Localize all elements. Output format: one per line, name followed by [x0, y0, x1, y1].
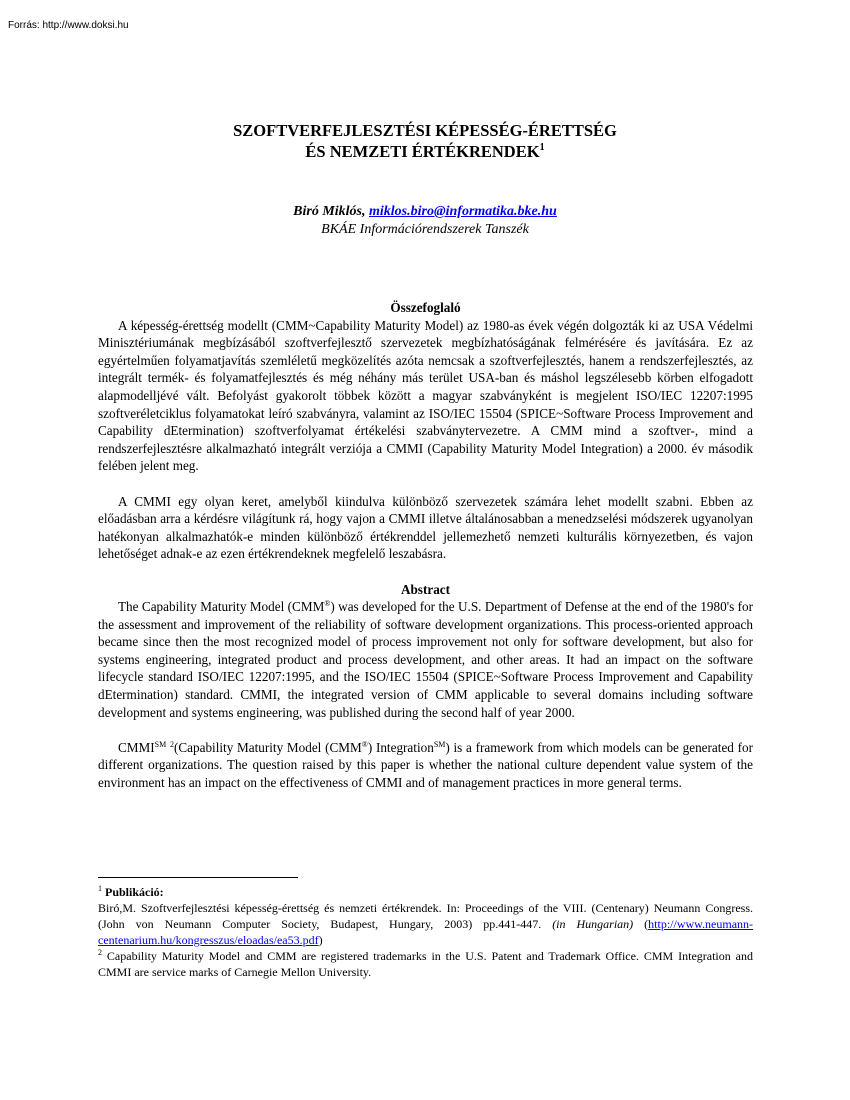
- title-line-1: SZOFTVERFEJLESZTÉSI KÉPESSÉG-ÉRETTSÉG: [233, 121, 617, 140]
- abstract-paragraph-2: [98, 739, 753, 792]
- footnote-2-text: Capability Maturity Model and CMM are registered trademarks in the U.S. Patent and Trademark Office. CMM Integration and CMMI are service marks of Carnegie Mellon University.: [98, 949, 754, 979]
- footnote-divider: [98, 877, 298, 878]
- footnote-1-marker: 1: [98, 884, 102, 893]
- summary-paragraph-1: A képesség-érettség modellt (CMM~Capability Maturity Model) az 1980-as évek végén dolgozták ki az USA Védelmi Minisztériumának megbízásából szoftverfejlesztő szervezetek megbízhatóságának felmérésére és javítására. Ez az egyértelműen folyamatjavítás szemléletű megközelítés azóta nemcsak a szoftverfejlesztés, hanem a rendszerfejlesztés, az integrált termék- és folyamatfejlesztés és még néhány más terület USA-ban és máshol legszélesebb körben elfogadott alapmodelljévé vált. Befolyást gyakorolt többek között a magyar szabványként is megjelent ISO/IEC 12207:1995 szoftveréletciklus folyamatokat leíró szabványra, valamint az ISO/IEC 15504 (SPICE~Software Process Improvement and Capability dEtermination) szoftverfolyamat értékelési szabványtervezetre. A CMM mind a szoftver-, mind a rendszerfejlesztésre alkalmazható integrált verziója a CMMI (Capability Maturity Model Integration) a 2000. év második felében jelent meg.: [98, 317, 753, 474]
- abstract-paragraph-1: [98, 598, 753, 721]
- title-line-2-text: ÉS NEMZETI ÉRTÉKRENDEK: [305, 142, 540, 161]
- footnote-1-heading: Publikáció:: [105, 885, 164, 899]
- paper-title: [0, 120, 850, 162]
- author-line: [0, 203, 850, 221]
- abstract-p1-text-a: The Capability Maturity Model (CMM: [118, 599, 325, 615]
- footnote-2-marker: 2: [98, 948, 102, 957]
- registered-mark-2: ®: [361, 739, 368, 749]
- footnote-1-paren-open: (: [644, 917, 649, 931]
- abstract-p1-text-b: ) was developed for the U.S. Department of Defense at the end of the 1980's for the assessment and improvement of the reliability of software development organizations. This process-oriented approach became since then the most recognized model of process improvement not only for software development, but also for systems engineering, integrated product and process development, and other areas. It had an impact on the software lifecycle standard ISO/IEC 12207:1995, and the ISO/IEC 15504 (SPICE~Software Process Improvement and Capability dEtermination) standard. CMMI, the integrated version of CMM applicable to several domains including software development and systems engineering, was published during the second half of year 2000.: [98, 599, 753, 720]
- abstract-p2-text-b: (Capability Maturity Model (CMM: [173, 739, 362, 755]
- footnote-2-mark[interactable]: 2: [169, 739, 174, 749]
- footnote-1: [98, 900, 753, 948]
- footnotes: [98, 884, 753, 980]
- paper-body: [98, 299, 753, 792]
- footnote-1-paren-close: ): [318, 933, 323, 947]
- service-mark: SM: [154, 739, 167, 749]
- footnote-1-link[interactable]: http://www.neumann-centenarium.hu/kongresszus/eloadas/ea53.pdf: [98, 917, 754, 947]
- service-mark-2: SM: [433, 739, 446, 749]
- author-affiliation: BKÁE Információrendszerek Tanszék: [321, 222, 529, 237]
- source-line: Forrás: http://www.doksi.hu: [8, 20, 129, 31]
- abstract-p2-text-c: ) Integration: [367, 739, 434, 755]
- author-email-link[interactable]: miklos.biro@informatika.bke.hu: [369, 204, 557, 219]
- footnote-1-heading-line: [98, 884, 753, 900]
- abstract-p2-text-a: CMMI: [118, 739, 155, 755]
- footnote-1-language: (in Hungarian): [552, 917, 634, 931]
- registered-mark: ®: [324, 599, 331, 609]
- footnote-2: [98, 948, 753, 980]
- abstract-heading: Abstract: [400, 581, 451, 597]
- title-line-2: [0, 141, 850, 162]
- author-block: [0, 203, 850, 239]
- summary-paragraph-2: A CMMI egy olyan keret, amelyből kiindulva különböző szervezetek számára lehet modellt szabni. Ebben az előadásban arra a kérdésre világítunk rá, hogy vajon a CMMI illetve általánosabban a menedzselési módszerek ugyanolyan hatékonyan alkalmazhatók-e minden különböző értékrenddel jellemezhető nemzeti kulturális környezetben, és vajon lehetőséget adnak-e az ezen értékrendeknek megfelelő leszabásra.: [98, 493, 753, 562]
- footnote-1-text: Biró,M. Szoftverfejlesztési képesség-érettség és nemzeti értékrendek. In: Proceedings of the VIII. (Centenary) Neumann Congress. (John von Neumann Computer Society, Budapest, Hungary, 2003) pp.441-447.: [98, 901, 753, 931]
- summary-heading: Összefoglaló: [390, 300, 461, 315]
- title-footnote-mark[interactable]: 1: [539, 142, 545, 153]
- author-name: Biró Miklós,: [293, 204, 366, 219]
- abstract-p2-text-d: ) is a framework from which models can be generated for different organizations. The question raised by this paper is whether the national culture dependent value system of the environment has an impact on the effectiveness of CMMI and of management practices in more general terms.: [98, 739, 754, 791]
